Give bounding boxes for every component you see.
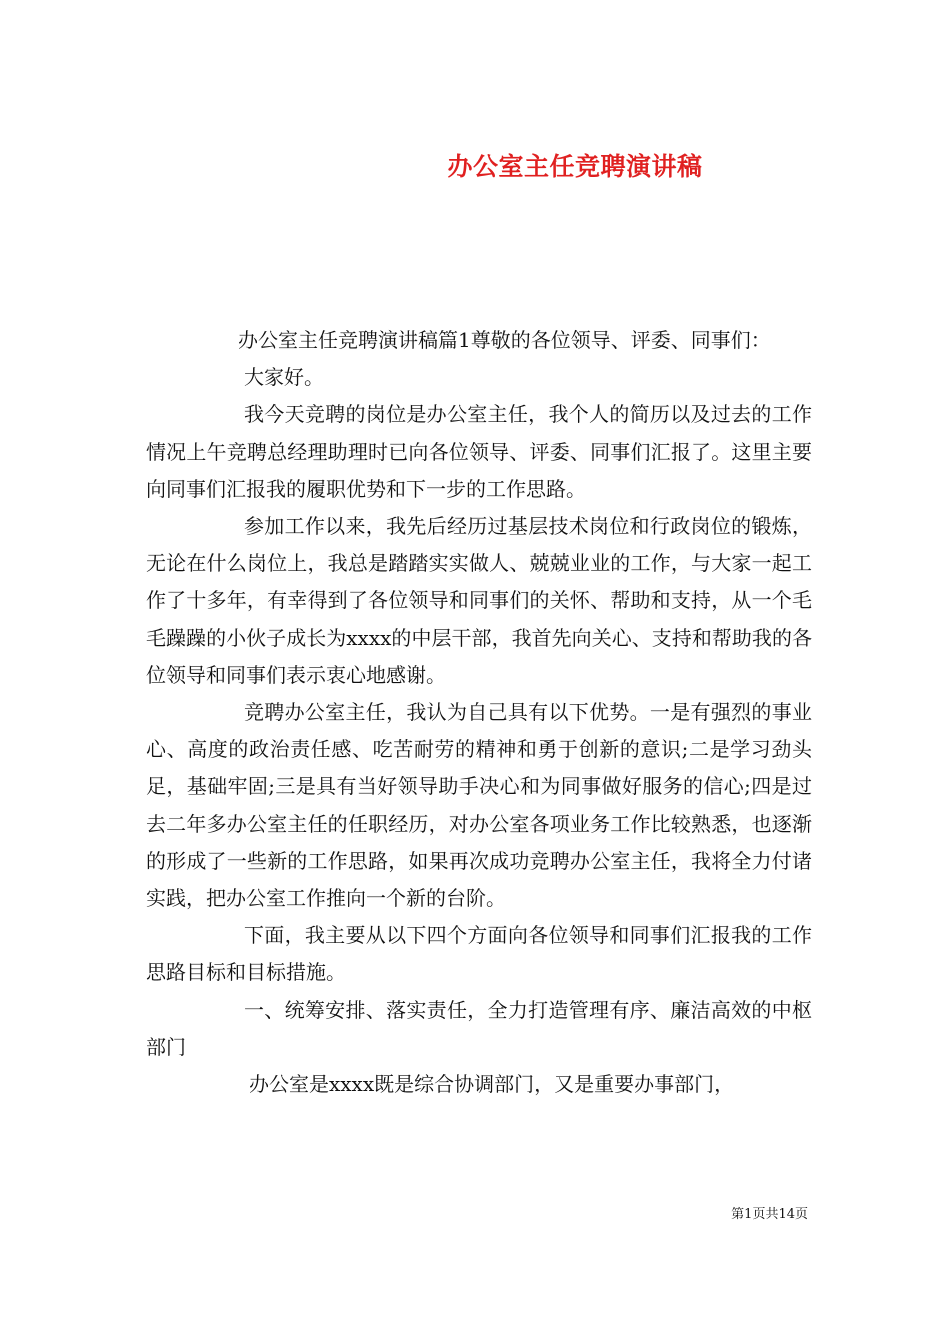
paragraph-section-one: 一、统筹安排、落实责任，全力打造管理有序、廉洁高效的中枢部门 [146,997,812,1059]
paragraph-greeting: 大家好。 [244,365,324,390]
paragraph-office-role: 办公室是xxxx既是综合协调部门，又是重要办事部门， [249,1072,735,1097]
document-title: 办公室主任竞聘演讲稿 [447,151,703,181]
document-body [146,322,812,1103]
page-number-footer: 第1页共14页 [731,1207,808,1222]
paragraph-advantages: 竞聘办公室主任，我认为自己具有以下优势。一是有强烈的事业心、高度的政治责任感、吃苦耐劳的精神和勇于创新的意识;二是学习劲头足，基础牢固;三是具有当好领导助手决心和为同事做好服务的信心;四是过去二年多办公室主任的任职经历，对办公室各项业务工作比较熟悉，也逐渐的形成了一些新的工作思路，如果再次成功竞聘办公室主任，我将全力付诸实践，把办公室工作推向一个新的台阶。 [146,700,812,911]
paragraph-plan-intro: 下面，我主要从以下四个方面向各位领导和同事们汇报我的工作思路目标和目标措施。 [146,923,812,985]
paragraph-intro: 办公室主任竞聘演讲稿篇1尊敬的各位领导、评委、同事们： [238,328,771,352]
paragraph-experience: 参加工作以来，我先后经历过基层技术岗位和行政岗位的锻炼，无论在什么岗位上，我总是踏踏实实做人、兢兢业业的工作，与大家一起工作了十多年，有幸得到了各位领导和同事们的关怀、帮助和支持，从一个毛毛躁躁的小伙子成长为xxxx的中层干部，我首先向关心、支持和帮助我的各位领导和同事们表示衷心地感谢。 [146,514,812,687]
paragraph-position: 我今天竞聘的岗位是办公室主任，我个人的简历以及过去的工作情况上午竞聘总经理助理时已向各位领导、评委、同事们汇报了。这里主要向同事们汇报我的履职优势和下一步的工作思路。 [146,402,812,501]
